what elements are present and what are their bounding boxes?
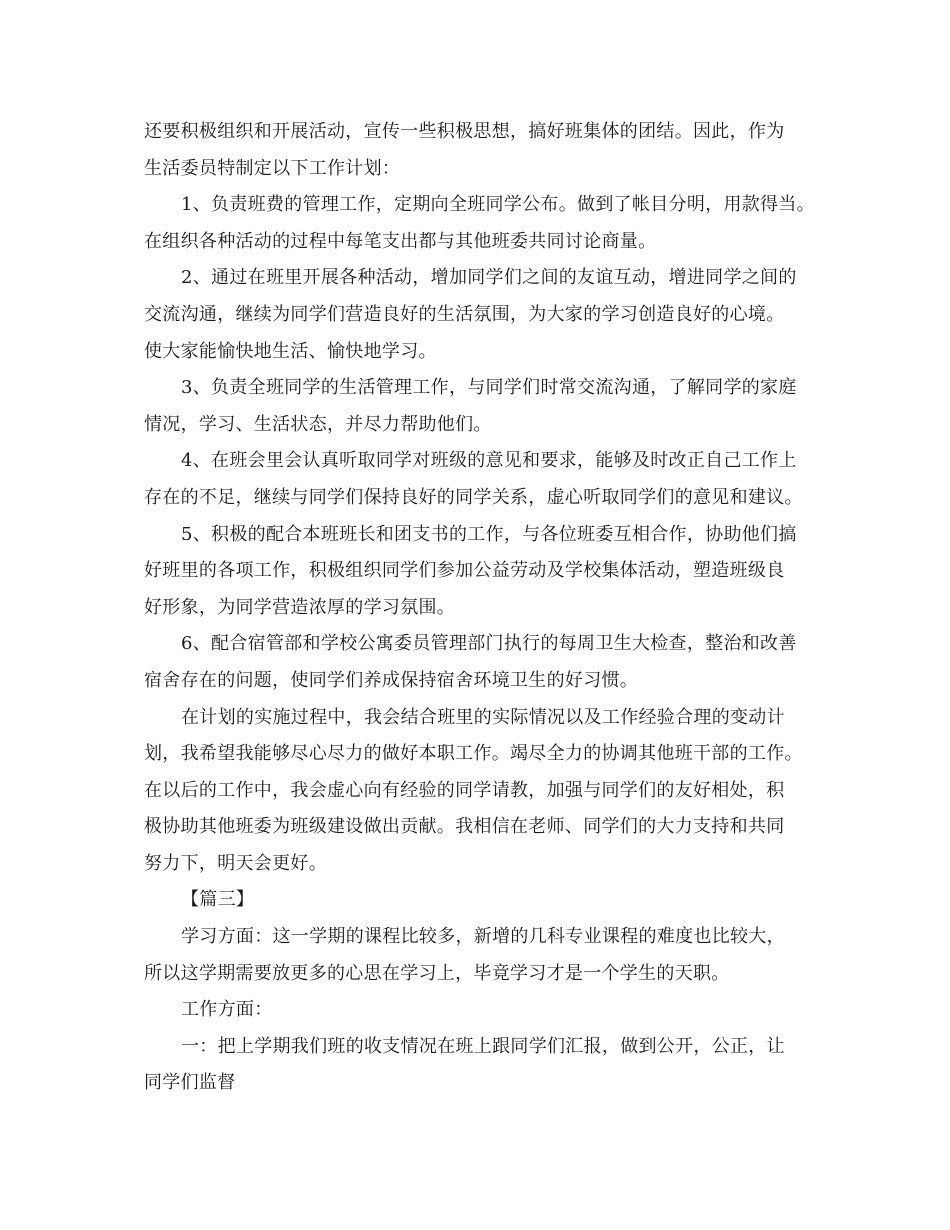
text-line-work-item-1: 一：把上学期我们班的收支情况在班上跟同学们汇报，做到公开，公正，让 — [181, 1035, 785, 1057]
text-line: 同学们监督 — [144, 1072, 236, 1094]
text-line: 好形象，为同学营造浓厚的学习氛围。 — [144, 596, 456, 618]
text-line-item-4: 4、在班会里会认真听取同学对班级的意见和要求，能够及时改正自己工作上 — [181, 450, 797, 472]
section-heading: 【篇三】 — [181, 889, 255, 911]
text-line: 情况，学习、生活状态，并尽力帮助他们。 — [144, 413, 492, 435]
text-line-item-1: 1、负责班费的管理工作，定期向全班同学公布。做到了帐目分明，用款得当。 — [181, 194, 815, 216]
text-line: 极协助其他班委为班级建设做出贡献。我相信在老师、同学们的大力支持和共同 — [144, 816, 785, 838]
text-line-item-5: 5、积极的配合本班班长和团支书的工作，与各位班委互相合作，协助他们搞 — [181, 523, 797, 545]
text-line-item-2: 2、通过在班里开展各种活动，增加同学们之间的友谊互动，增进同学之间的 — [181, 267, 797, 289]
text-line-work: 工作方面： — [181, 999, 273, 1021]
text-line: 在以后的工作中，我会虚心向有经验的同学请教，加强与同学们的友好相处，积 — [144, 779, 785, 801]
text-line: 所以这学期需要放更多的心思在学习上，毕竟学习才是一个学生的天职。 — [144, 962, 730, 984]
text-line: 宿舍存在的问题，使同学们养成保持宿舍环境卫生的好习惯。 — [144, 669, 639, 691]
text-line-conclusion: 在计划的实施过程中，我会结合班里的实际情况以及工作经验合理的变动计 — [181, 706, 785, 728]
text-line: 划，我希望我能够尽心尽力的做好本职工作。竭尽全力的协调其他班干部的工作。 — [144, 743, 803, 765]
text-line: 交流沟通，继续为同学们营造良好的生活氛围，为大家的学习创造良好的心境。 — [144, 303, 785, 325]
text-line: 在组织各种活动的过程中每笔支出都与其他班委共同讨论商量。 — [144, 230, 657, 252]
text-line-study: 学习方面：这一学期的课程比较多，新增的几科专业课程的难度也比较大， — [181, 926, 785, 948]
text-line-item-3: 3、负责全班同学的生活管理工作，与同学们时常交流沟通，了解同学的家庭 — [181, 377, 797, 399]
text-line: 使大家能愉快地生活、愉快地学习。 — [144, 340, 437, 362]
text-line: 生活委员特制定以下工作计划： — [144, 157, 401, 179]
text-line: 好班里的各项工作，积极组织同学们参加公益劳动及学校集体活动，塑造班级良 — [144, 560, 785, 582]
text-line: 努力下，明天会更好。 — [144, 852, 327, 874]
text-line-item-6: 6、配合宿管部和学校公寓委员管理部门执行的每周卫生大检查，整治和改善 — [181, 633, 797, 655]
document-body — [144, 114, 834, 1102]
text-line: 还要积极组织和开展活动，宣传一些积极思想，搞好班集体的团结。因此，作为 — [144, 121, 785, 142]
text-line: 存在的不足，继续与同学们保持良好的同学关系，虚心听取同学们的意见和建议。 — [144, 486, 803, 508]
